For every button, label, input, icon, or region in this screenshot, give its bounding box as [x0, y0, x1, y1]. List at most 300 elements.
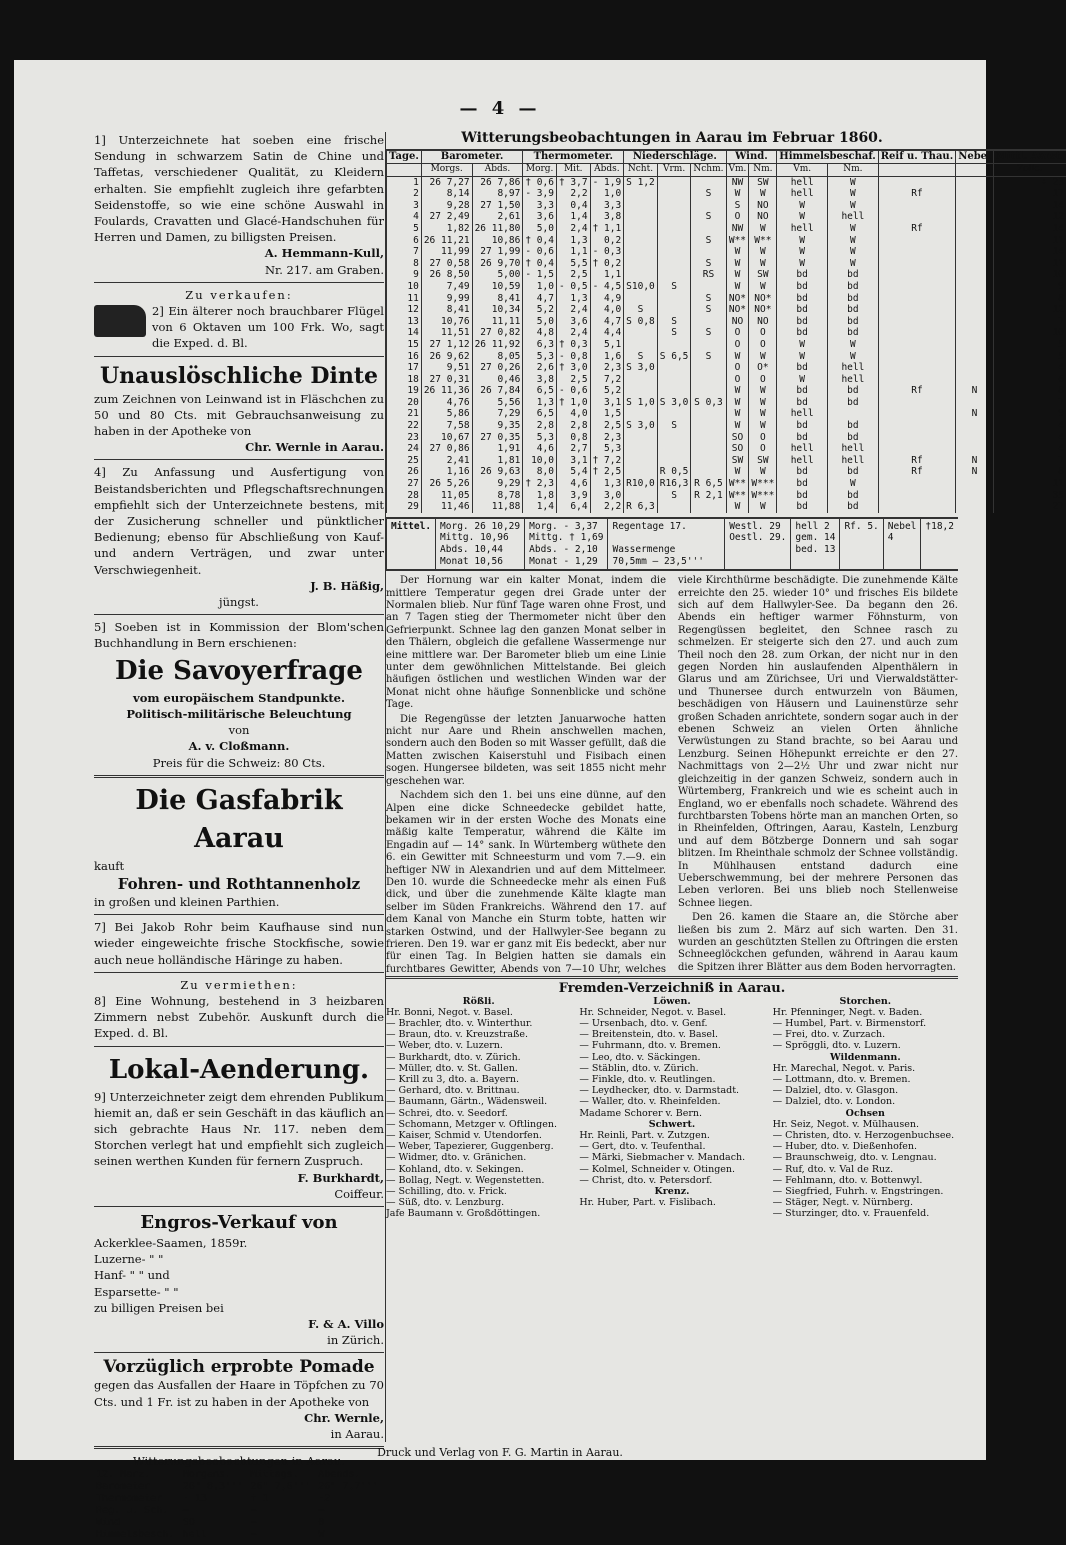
table-cell: 8,14: [421, 188, 472, 200]
table-cell: 7: [993, 455, 1066, 467]
table-cell: [691, 443, 726, 455]
weather-means: [386, 517, 958, 571]
table-cell: 19: [387, 385, 422, 397]
table-cell: 0,46: [472, 374, 523, 386]
divider: [94, 356, 384, 357]
list-item: — Ursenbach, dto. v. Genf.: [579, 1018, 708, 1029]
list-item: — Braunschweig, dto. v. Lengnau.: [772, 1152, 937, 1164]
list-item: — Stäger, Negt. v. Nürnberg.: [772, 1197, 913, 1209]
table-cell: Rf: [878, 223, 955, 235]
list-item: — Bollag, Negt. v. Wegenstetten.: [386, 1174, 545, 1186]
table-cell: 27 1,12: [421, 339, 472, 351]
table-cell: 11: [993, 258, 1066, 270]
means-line: Wassermenge: [612, 544, 676, 555]
table-cell: NO: [726, 316, 749, 328]
table-row: [94, 1505, 384, 1517]
table-cell: 27 0,82: [472, 327, 523, 339]
ad-text: in großen und kleinen Parthien.: [94, 894, 280, 909]
table-cell: [657, 176, 691, 188]
divider: [94, 775, 384, 778]
table-cell: 4,7: [590, 316, 624, 328]
table-cell: [624, 293, 658, 305]
table-cell: W***: [749, 490, 777, 502]
table-cell: † 1,0: [556, 397, 590, 409]
table-cell: 4,9: [590, 293, 624, 305]
header-fog: Nebel: [956, 150, 994, 163]
table-cell: 4: [993, 362, 1066, 374]
table-cell: 7: [993, 316, 1066, 328]
table-cell: 5,2: [523, 304, 557, 316]
table-cell: 1,1: [590, 269, 624, 281]
table-cell: N: [956, 385, 994, 397]
ad-gasworks: [94, 782, 384, 910]
table-cell: 10,67: [421, 432, 472, 444]
ad-heading: Zu vermiethen:: [180, 977, 298, 992]
divider: [94, 459, 384, 460]
table-cell: [624, 258, 658, 270]
guest-list-heading: Rößli.: [462, 995, 495, 1007]
table-cell: N: [956, 455, 994, 467]
subheader-cell: Vm.: [777, 164, 828, 177]
ad-text: 7] Bei Jakob Rohr beim Kaufhause sind nun wieder eingeweichte frische Stockfische, sowie auch neue holländische Häringe zu haben.: [94, 920, 384, 967]
table-cell: 5: [993, 339, 1066, 351]
table-cell: N: [956, 408, 994, 420]
table-row: [387, 432, 1066, 444]
subheader-cell: Nm.: [749, 164, 777, 177]
table-cell: W: [749, 420, 777, 432]
table-cell: S: [691, 211, 726, 223]
small-weather-title: Witterungsbeobachtungen in Aarau.: [132, 1454, 346, 1469]
table-cell: [691, 223, 726, 235]
small-weather-header: [94, 1469, 384, 1481]
list-item: Ochsen: [845, 1107, 885, 1119]
table-cell: 1,4: [523, 501, 557, 513]
table-cell: 11,46: [421, 501, 472, 513]
table-cell: 3,1: [556, 455, 590, 467]
table-cell: 3: [387, 200, 422, 212]
divider: [94, 614, 384, 615]
table-cell: [878, 258, 955, 270]
table-cell: 26 11,92: [472, 339, 523, 351]
table-row: [387, 490, 1066, 502]
table-row: [387, 385, 1066, 397]
table-cell: W: [726, 258, 749, 270]
table-cell: 1,5: [590, 408, 624, 420]
table-cell: —: [318, 1505, 325, 1517]
table-cell: [657, 293, 691, 305]
list-item: — Leydhecker, dto. v. Darmstadt.: [579, 1085, 740, 1097]
table-cell: 5,3: [523, 432, 557, 444]
ad-subtitle: Fohren- und Rothtannenholz: [117, 874, 361, 893]
table-cell: 5,00: [472, 269, 523, 281]
table-cell: [878, 478, 955, 490]
table-row: [387, 374, 1066, 386]
table-cell: bd: [828, 327, 879, 339]
table-cell: W**: [726, 235, 749, 247]
table-cell: - 0,5: [556, 281, 590, 293]
table-cell: † 1,1: [590, 223, 624, 235]
list-item: Hr. Bonni, Negot. v. Basel.: [386, 1006, 513, 1018]
book-von: von: [228, 723, 250, 738]
subheader-cell: Ncht.: [624, 164, 658, 177]
table-row: [94, 1481, 384, 1493]
table-cell: [956, 269, 994, 281]
table-cell: † 0,2: [590, 258, 624, 270]
ad-kauft: kauft: [94, 858, 125, 873]
table-cell: [657, 223, 691, 235]
table-cell: 1,3: [556, 235, 590, 247]
guest-list-column: [386, 996, 571, 1220]
table-cell: NO: [749, 211, 777, 223]
table-cell: 3,6: [556, 316, 590, 328]
table-cell: 9: [387, 269, 422, 281]
table-cell: 14: [993, 200, 1066, 212]
table-cell: S: [726, 200, 749, 212]
table-row: [387, 455, 1066, 467]
table-row: [387, 339, 1066, 351]
table-cell: 26 7,27: [421, 176, 472, 188]
table-cell: 26" 7,6''': [250, 1481, 311, 1493]
table-cell: S: [691, 293, 726, 305]
table-cell: -2: [318, 1493, 331, 1505]
table-cell: R10,0: [624, 478, 658, 490]
table-cell: [624, 235, 658, 247]
table-cell: 11: [387, 293, 422, 305]
ad-text: 4] Zu Anfassung und Ausfertigung von Beistandsberichten und Pflegschaftsrechnungen empfiehlt sich der Unterzeichnete bestens, mit der Zusicherung schneller und pünktlicher Bedienung; ebenso für Abschließung von Kauf- und andern Verträgen, und zwar unter Verschwiegenheit.: [94, 465, 384, 577]
means-line: 70,5mm — 23,5''': [612, 555, 704, 567]
table-cell: 29: [387, 501, 422, 513]
paragraph: Den 26. kamen die Staare an, die Störche aber ließen bis zum 2. März auf sich warten. Den 31. wurden an geschützten Stellen zu Oftringen die ersten Schneeglöckchen gefunden, während in Aarau kaum die Spitzen ihrer Blätter aus dem Boden hervorragten.: [678, 912, 958, 973]
table-cell: 15: [387, 339, 422, 351]
table-cell: [657, 188, 691, 200]
table-cell: W***: [749, 478, 777, 490]
table-cell: [657, 269, 691, 281]
table-cell: Rf: [878, 188, 955, 200]
list-item: Hr. Schneider, Negot. v. Basel.: [579, 1006, 727, 1018]
table-cell: 23: [387, 432, 422, 444]
table-cell: 1,1: [556, 246, 590, 258]
table-cell: SW: [726, 455, 749, 467]
table-cell: - 0,6: [556, 385, 590, 397]
table-cell: bd: [828, 269, 879, 281]
table-cell: 5,1: [590, 339, 624, 351]
table-cell: 2,5: [556, 374, 590, 386]
table-cell: 5,3: [590, 443, 624, 455]
table-cell: † 0,4: [523, 258, 557, 270]
table-cell: 10,0: [523, 455, 557, 467]
table-cell: 27: [387, 478, 422, 490]
table-cell: [956, 397, 994, 409]
table-cell: bd: [777, 385, 828, 397]
table-cell: hell: [828, 455, 879, 467]
table-cell: 6: [387, 235, 422, 247]
table-cell: bd: [777, 501, 828, 513]
table-cell: 11,88: [472, 501, 523, 513]
table-cell: [624, 455, 658, 467]
ad-relocation: [94, 1051, 384, 1202]
table-cell: [878, 246, 955, 258]
list-item: — Schomann, Metzger v. Oftlingen.: [386, 1118, 558, 1130]
table-cell: 5,4: [556, 466, 590, 478]
weather-table: [386, 149, 1066, 512]
table-cell: 2,61: [472, 211, 523, 223]
table-cell: 27 1,99: [472, 246, 523, 258]
table-cell: W: [777, 339, 828, 351]
list-item: — Fuhrmann, dto. v. Bremen.: [579, 1040, 721, 1052]
table-cell: 26 11,21: [421, 235, 472, 247]
table-cell: hell: [777, 176, 828, 188]
list-item: Hr. Reinli, Part. v. Zutzgen.: [579, 1130, 710, 1142]
table-cell: 5,2: [590, 385, 624, 397]
list-item: — Gerhard, dto. v. Brittnau.: [386, 1085, 520, 1097]
table-cell: S 3,0: [624, 362, 658, 374]
table-cell: [624, 339, 658, 351]
ad-text: 9] Unterzeichneter zeigt dem ehrenden Publikum hiemit an, daß er sein Geschäft in das käuflich an sich gebrachte Haus Nr. 117. neben dem Storchen verlegt hat und empfiehlt sich zugleich seinen werthen Kunden für fernern Zuspruch.: [94, 1089, 384, 1169]
table-cell: 4,0: [556, 408, 590, 420]
table-cell: 20: [387, 397, 422, 409]
guest-list-title: Fremden-Verzeichniß in Aarau.: [386, 976, 958, 995]
table-cell: [624, 269, 658, 281]
guest-list-heading: Storchen.: [839, 995, 892, 1007]
table-cell: [956, 432, 994, 444]
table-cell: 27 1,50: [472, 200, 523, 212]
table-cell: [691, 200, 726, 212]
subheader-cell: Abds.: [590, 164, 624, 177]
small-header-cell: Mittags.: [250, 1469, 299, 1481]
list-item: — Burkhardt, dto. v. Zürich.: [386, 1051, 521, 1063]
table-cell: [657, 339, 691, 351]
table-cell: bd: [777, 432, 828, 444]
table-cell: 7: [387, 246, 422, 258]
means-line: Abds. 10,44: [440, 544, 503, 555]
means-thermometer: [524, 519, 607, 569]
table-cell: R 2,1: [691, 490, 726, 502]
divider: [94, 1046, 384, 1047]
table-cell: 4,76: [421, 397, 472, 409]
table-cell: R 6,5: [691, 478, 726, 490]
paragraph: Der Hornung war ein kalter Monat, indem die mittlere Temperatur gegen drei Grade unter der Normalen blieb. Nur fünf Tage waren ohne Frost, und an 7 Tagen stieg der Thermometer nicht über den Gefrierpunkt. Schnee lag den ganzen Monat selber in den Thälern, obgleich die gefallene Wassermenge nur eine mittlere war. Der Barometer blieb um eine Linie unter dem gewöhnlichen Mittelstande. Bei gleich häufigen östlichen und westlichen Winden war der Monat nicht ohne häufige Sonnenblicke und schöne Tage.: [386, 575, 666, 711]
table-cell: [691, 455, 726, 467]
means-line: Mittg. † 1,69: [529, 532, 604, 544]
table-cell: —: [250, 1517, 257, 1529]
paragraph: Die Regengüsse der letzten Januarwoche hatten nicht nur Aare und Rhein anschwellen machen, sondern auch den Boden so mit Wasser gefüllt, daß die Matten zwischen Kaiserstuhl und Fisibach einen sogen. Hungersee bildeten, was seit 1855 nicht mehr geschehen war.: [386, 713, 666, 787]
table-cell: 9,51: [421, 362, 472, 374]
table-cell: S: [624, 304, 658, 316]
table-cell: 2,4: [556, 327, 590, 339]
list-item: Wildenmann.: [829, 1051, 901, 1063]
table-cell: O: [749, 339, 777, 351]
list-item: — Baumann, Gärtn., Wädensweil.: [386, 1096, 548, 1108]
table-cell: 4,6: [556, 478, 590, 490]
table-cell: bd: [828, 501, 879, 513]
table-cell: [657, 258, 691, 270]
table-cell: NO*: [749, 304, 777, 316]
list-item: — Weber, Tapezierer, Guggenberg.: [386, 1141, 554, 1153]
table-cell: W**: [749, 235, 777, 247]
table-cell: 11: [993, 478, 1066, 490]
table-cell: 2,4: [556, 223, 590, 235]
list-item: — Müller, dto. v. St. Gallen.: [386, 1062, 518, 1074]
table-cell: 3,3: [523, 200, 557, 212]
table-cell: 2,4: [556, 304, 590, 316]
table-cell: 25: [387, 455, 422, 467]
table-row: [387, 316, 1066, 328]
small-weather-table: [94, 1469, 384, 1541]
table-cell: R16,3: [657, 478, 691, 490]
table-cell: [878, 490, 955, 502]
list-item: — Humbel, Part. v. Birmenstorf.: [772, 1018, 927, 1029]
ad-signature: J. B. Häßig,: [310, 578, 384, 593]
list-item: — Schilling, dto. v. Frick.: [386, 1186, 507, 1198]
means-precipitation: [607, 519, 724, 569]
table-cell: - 0,3: [590, 246, 624, 258]
table-cell: [657, 200, 691, 212]
table-cell: 26" 7,7''': [318, 1481, 379, 1493]
table-cell: [956, 316, 994, 328]
header-river: Mittl. Aarst.: [993, 150, 1066, 163]
table-row: [387, 408, 1066, 420]
table-cell: bd: [777, 420, 828, 432]
list-item: — Siegfried, Fuhrh. v. Engstringen.: [772, 1186, 944, 1198]
table-cell: 2,5: [590, 420, 624, 432]
list-item: — Christen, dto. v. Herzogenbuchsee.: [772, 1130, 955, 1142]
table-cell: 26" 8,3''': [182, 1481, 243, 1493]
table-cell: [956, 327, 994, 339]
table-cell: hell: [828, 374, 879, 386]
list-item: — Finkle, dto. v. Reutlingen.: [579, 1074, 716, 1086]
table-cell: S: [657, 420, 691, 432]
table-cell: S: [691, 258, 726, 270]
subheader-cell: Morg.: [523, 164, 557, 177]
table-cell: S: [657, 281, 691, 293]
table-cell: bd: [828, 281, 879, 293]
ad-signature-suffix: jüngst.: [219, 595, 259, 610]
table-cell: 6,5: [523, 408, 557, 420]
table-cell: [691, 432, 726, 444]
table-cell: R 6,3: [624, 501, 658, 513]
book-subtitle: vom europäischem Standpunkte.: [133, 690, 345, 705]
ad-text: 5] Soeben ist in Kommission der Blom'schen Buchhandlung in Bern erschienen:: [94, 620, 384, 651]
list-item: — Dalziel, dto. v. Glasgon.: [772, 1085, 899, 1097]
table-cell: - 3,9: [523, 188, 557, 200]
table-cell: S 1,0: [624, 397, 658, 409]
table-cell: S: [657, 316, 691, 328]
table-cell: [691, 246, 726, 258]
table-row: [387, 351, 1066, 363]
subheader-cell: Zolle.: [993, 164, 1066, 177]
table-cell: + 23: [993, 176, 1066, 188]
list-item: — Sturzinger, dto. v. Frauenfeld.: [772, 1208, 930, 1220]
table-cell: [691, 362, 726, 374]
table-cell: 27 0,31: [421, 374, 472, 386]
weather-header: [387, 150, 1066, 163]
list-item: — Breitenstein, dto. v. Basel.: [579, 1029, 719, 1041]
table-cell: Wind: [96, 1517, 121, 1529]
table-cell: 35: [993, 490, 1066, 502]
table-cell: 26 5,26: [421, 478, 472, 490]
table-cell: 3,8: [590, 211, 624, 223]
table-cell: O: [749, 432, 777, 444]
means-line: Regentage 17.: [612, 520, 687, 532]
table-cell: [956, 490, 994, 502]
table-cell: bd: [777, 362, 828, 374]
ad-title: Vorzüglich erprobte Pomade: [103, 1357, 375, 1378]
subheader-cell: Nchm.: [691, 164, 726, 177]
table-cell: 4,8: [523, 327, 557, 339]
subheader-cell: [878, 164, 955, 177]
table-cell: 9,99: [421, 293, 472, 305]
ad-fish: [94, 919, 384, 968]
table-cell: W: [828, 235, 879, 247]
list-item: Hr. Pfenninger, Negt. v. Baden.: [772, 1006, 923, 1018]
table-cell: 26 11,36: [421, 385, 472, 397]
table-cell: W: [726, 269, 749, 281]
table-cell: W: [726, 351, 749, 363]
table-cell: bd: [828, 304, 879, 316]
table-cell: S 6,5: [657, 351, 691, 363]
table-cell: 8: [993, 385, 1066, 397]
means-line: Abds. - 2,10: [529, 544, 598, 555]
table-cell: SW: [749, 269, 777, 281]
table-cell: bd: [828, 490, 879, 502]
ad-line: Ackerklee-Saamen, 1859r.: [94, 1235, 248, 1250]
ad-text: 2] Ein älterer noch brauchbarer Flügel von 6 Oktaven um 100 Frk. Wo, sagt die Exped. d. Bl.: [152, 304, 384, 351]
table-cell: 10,34: [472, 304, 523, 316]
list-item: Hr. Seiz, Negot. v. Mülhausen.: [772, 1118, 919, 1130]
small-weather-body: [94, 1481, 384, 1541]
table-cell: O: [749, 327, 777, 339]
list-item: — Waller, dto. v. Rheinfelden.: [579, 1096, 721, 1108]
list-item: — Stäblin, dto. v. Zürich.: [579, 1062, 699, 1074]
table-cell: —: [182, 1505, 189, 1517]
table-cell: [956, 200, 994, 212]
table-cell: NO*: [726, 304, 749, 316]
table-cell: 24: [387, 443, 422, 455]
table-cell: hell: [828, 211, 879, 223]
table-cell: 1,0: [523, 281, 557, 293]
means-line: 4: [887, 532, 894, 544]
table-cell: 7,2: [590, 374, 624, 386]
list-item: — Kolmel, Schneider v. Otingen.: [579, 1163, 736, 1175]
subheader-cell: Vm.: [726, 164, 749, 177]
table-cell: bd: [777, 316, 828, 328]
table-cell: 13: [387, 316, 422, 328]
means-line: hell 2: [795, 520, 830, 532]
list-item: — Widmer, dto. v. Gränichen.: [386, 1152, 527, 1164]
ad-signature: Chr. Wernle in Aarau.: [245, 440, 384, 455]
table-cell: bd: [777, 327, 828, 339]
table-cell: 3,6: [523, 211, 557, 223]
table-cell: 3,9: [556, 490, 590, 502]
table-cell: 4,4: [590, 327, 624, 339]
table-cell: 9,29: [472, 478, 523, 490]
table-cell: - 4,5: [590, 281, 624, 293]
table-cell: [878, 211, 955, 223]
table-cell: 11,51: [421, 327, 472, 339]
table-cell: 11: [993, 235, 1066, 247]
table-cell: [691, 339, 726, 351]
table-cell: S: [691, 235, 726, 247]
table-cell: † 3,0: [556, 362, 590, 374]
means-line: Morg. 26 10,29: [440, 520, 521, 532]
list-item: Madame Schorer v. Bern.: [579, 1107, 703, 1119]
table-cell: bd: [777, 478, 828, 490]
table-row: [387, 478, 1066, 490]
table-cell: bd: [828, 432, 879, 444]
header-precipitation: Niederschläge.: [624, 150, 726, 163]
table-cell: W: [749, 397, 777, 409]
table-cell: 27: [993, 501, 1066, 513]
